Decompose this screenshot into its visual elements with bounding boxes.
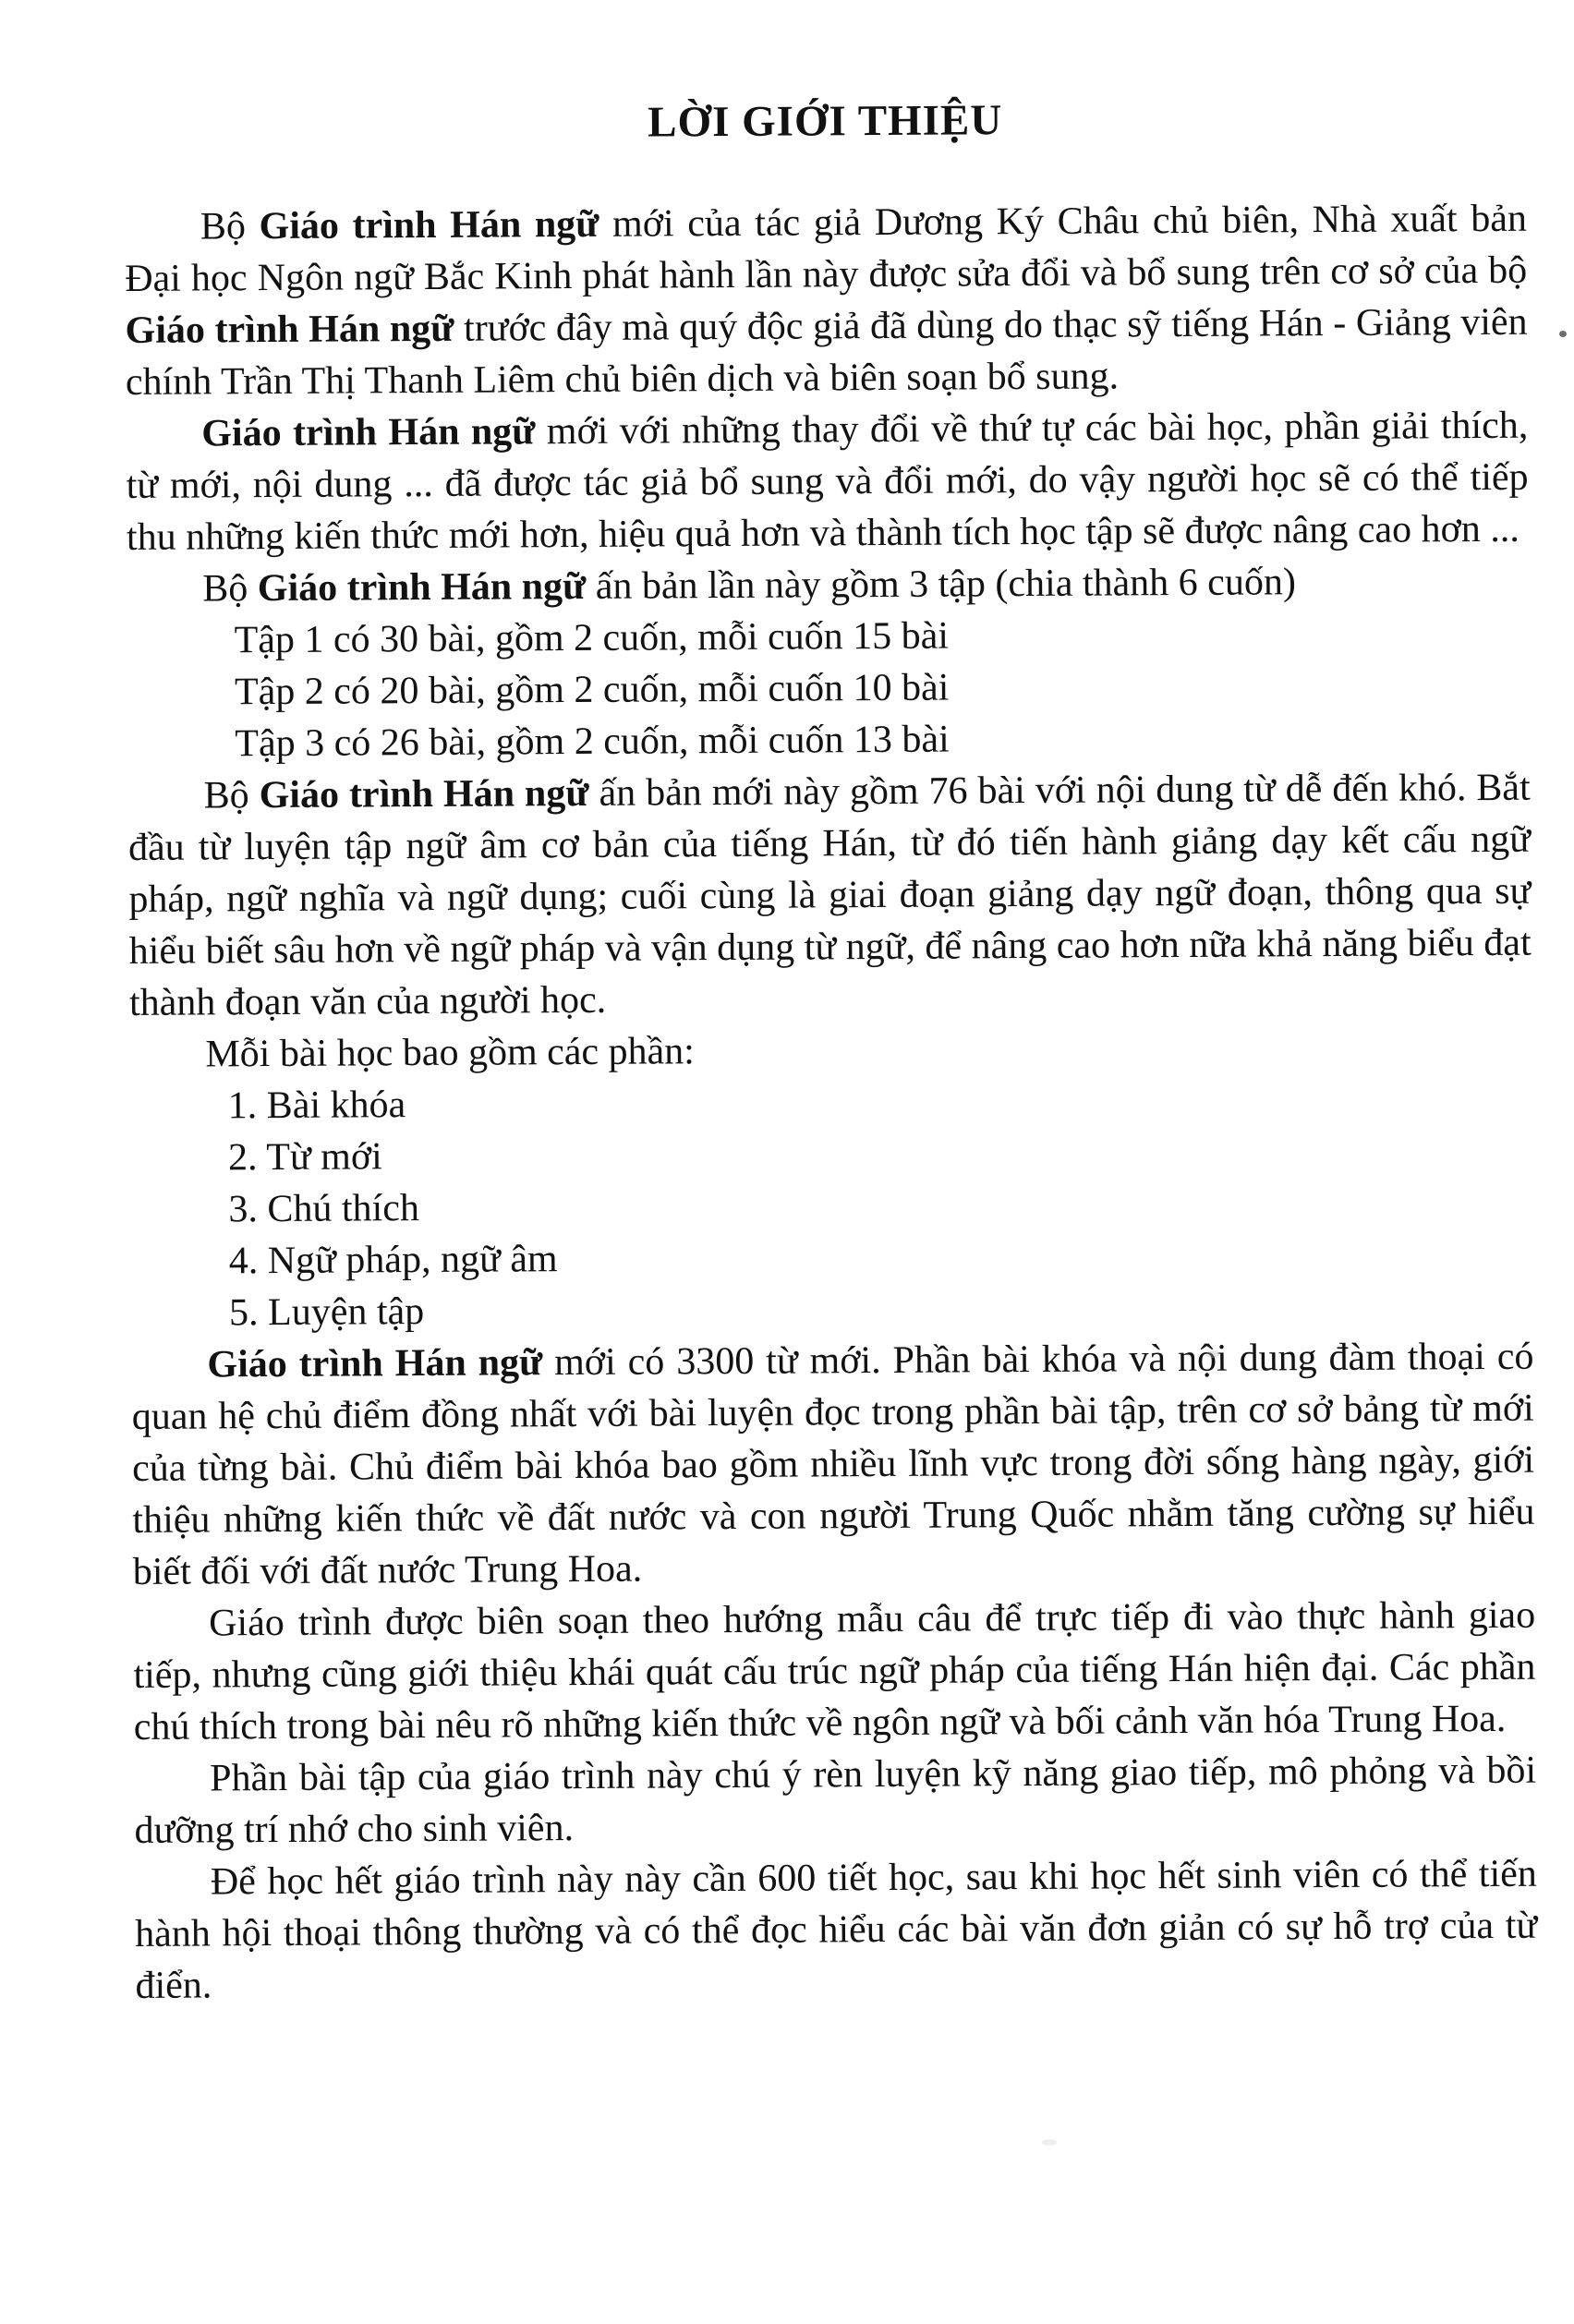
lesson-part-item-1: 1. Bài khóa (227, 1083, 406, 1128)
lesson-part-item-3: 3. Chú thích (228, 1187, 420, 1231)
text-run: trước đây mà quý độc giả đã dùng do thạc sỹ tiếng Hán - Giảng viên chính Trần Thị Thanh Liêm chủ biên dịch và biên soạn bổ sung. (125, 300, 1528, 404)
text-run: Để học hết giáo trình này này cần 600 tiết học, sau khi học hết sinh viên có thể tiến hành hội thoại thông thường và có thể đọc hiểu các bài văn đơn giản có sự hỗ trợ của từ điển. (135, 1852, 1538, 2007)
scan-smudge-artifact (1206, 1350, 1219, 1358)
text-run: ấn bản lần này gồm 3 tập (chia thành 6 cuốn) (586, 561, 1296, 608)
text-run: mới của tác giả Dương Ký Châu chủ biên, Nhà xuất bản Đại học Ngôn ngữ Bắc Kinh phát hành lần này được sửa đổi và bổ sung trên cơ sở của bộ (125, 197, 1528, 300)
text-run: Giáo trình được biên soạn theo hướng mẫu câu để trực tiếp đi vào thực hành giao tiếp, nhưng cũng giới thiệu khái quát cấu trúc ngữ pháp của tiếng Hán hiện đại. Các phần chú thích trong bài nêu rõ những kiến thức về ngôn ngữ và bối cảnh văn hóa Trung Hoa. (133, 1593, 1536, 1749)
volume-list-item-1: Tập 1 có 30 bài, gồm 2 cuốn, mỗi cuốn 15 bài (234, 614, 950, 662)
text-run: Mỗi bài học bao gồm các phần: (205, 1030, 696, 1076)
volume-list (127, 607, 1530, 770)
volume-list-item-3: Tập 3 có 26 bài, gồm 2 cuốn, mỗi cuốn 13 bài (235, 718, 950, 766)
text-run: ấn bản mới này gồm 76 bài với nội dung từ dễ đến khó. Bắt đầu từ luyện tập ngữ âm cơ bản của tiếng Hán, từ đó tiến hành giảng dạy kết cấu ngữ pháp, ngữ nghĩa và ngữ dụng; cuối cùng là giai đoạn giảng dạy ngữ đoạn, thông qua sự hiểu biết sâu hơn về ngữ pháp và vận dụng từ ngữ, để nâng cao hơn nữa khả năng biểu đạt thành đoạn văn của người học. (127, 766, 1532, 1024)
bold-text-run: Giáo trình Hán ngữ (259, 202, 599, 248)
bold-text-run: Giáo trình Hán ngữ (207, 1341, 543, 1386)
bold-text-run: Giáo trình Hán ngữ (125, 307, 454, 352)
text-run: mới với những thay đổi về thứ tự các bài học, phần giải thích, từ mới, nội dung ... đã được tác giả bổ sung và đổi mới, do vậy người học sẽ có thể tiếp thu những kiến thức mới hơn, hiệu quả hơn và thành tích học tập sẽ được nâng cao hơn ... (126, 404, 1529, 559)
lesson-part-item-2: 2. Từ mới (227, 1135, 382, 1180)
paragraph-series-intro (125, 193, 1528, 408)
paragraph-lesson-parts-header (129, 1021, 1532, 1081)
scan-smudge-artifact (1042, 2139, 1057, 2146)
lesson-part-item-4: 4. Ngữ pháp, ngữ âm (228, 1238, 558, 1283)
lesson-part-item-5: 5. Luyện tập (228, 1290, 425, 1335)
paragraph-changes (126, 400, 1529, 563)
text-run: Phần bài tập của giáo trình này chú ý rèn luyện kỹ năng giao tiếp, mô phỏng và bồi dưỡng trí nhớ cho sinh viên. (134, 1749, 1537, 1852)
page-content (124, 80, 1538, 2012)
bold-text-run: Giáo trình Hán ngữ (201, 410, 536, 455)
bold-text-run: Giáo trình Hán ngữ (257, 564, 587, 611)
paragraph-76-lessons (128, 762, 1532, 1029)
text-run: Bộ (203, 774, 260, 817)
text-run: mới có 3300 từ mới. Phần bài khóa và nội dung đàm thoại có quan hệ chủ điểm đồng nhất với bài luyện đọc trong phần bài tập, trên cơ sở bảng từ mới của từng bài. Chủ điểm bài khóa bao gồm nhiều lĩnh vực trong đời sống hàng ngày, giới thiệu những kiến thức về đất nước và con người Trung Quốc nhằm tăng cường sự hiểu biết đối với đất nước Trung Hoa. (131, 1335, 1535, 1593)
paragraph-edition-volumes (127, 555, 1529, 615)
bold-text-run: Giáo trình Hán ngữ (259, 771, 589, 817)
text-run: Bộ (202, 567, 258, 611)
paragraph-vocabulary (131, 1331, 1535, 1598)
paragraph-compilation (133, 1590, 1536, 1753)
paragraph-exercises (134, 1745, 1537, 1857)
scan-speck-artifact (1559, 331, 1567, 337)
lesson-parts-list (130, 1072, 1534, 1339)
page-title: LỜI GIỚI THIỆU (648, 96, 1003, 147)
paragraph-study-hours (135, 1848, 1538, 2012)
text-run: Bộ (200, 205, 260, 248)
volume-list-item-2: Tập 2 có 20 bài, gồm 2 cuốn, mỗi cuốn 10 bài (234, 666, 950, 714)
